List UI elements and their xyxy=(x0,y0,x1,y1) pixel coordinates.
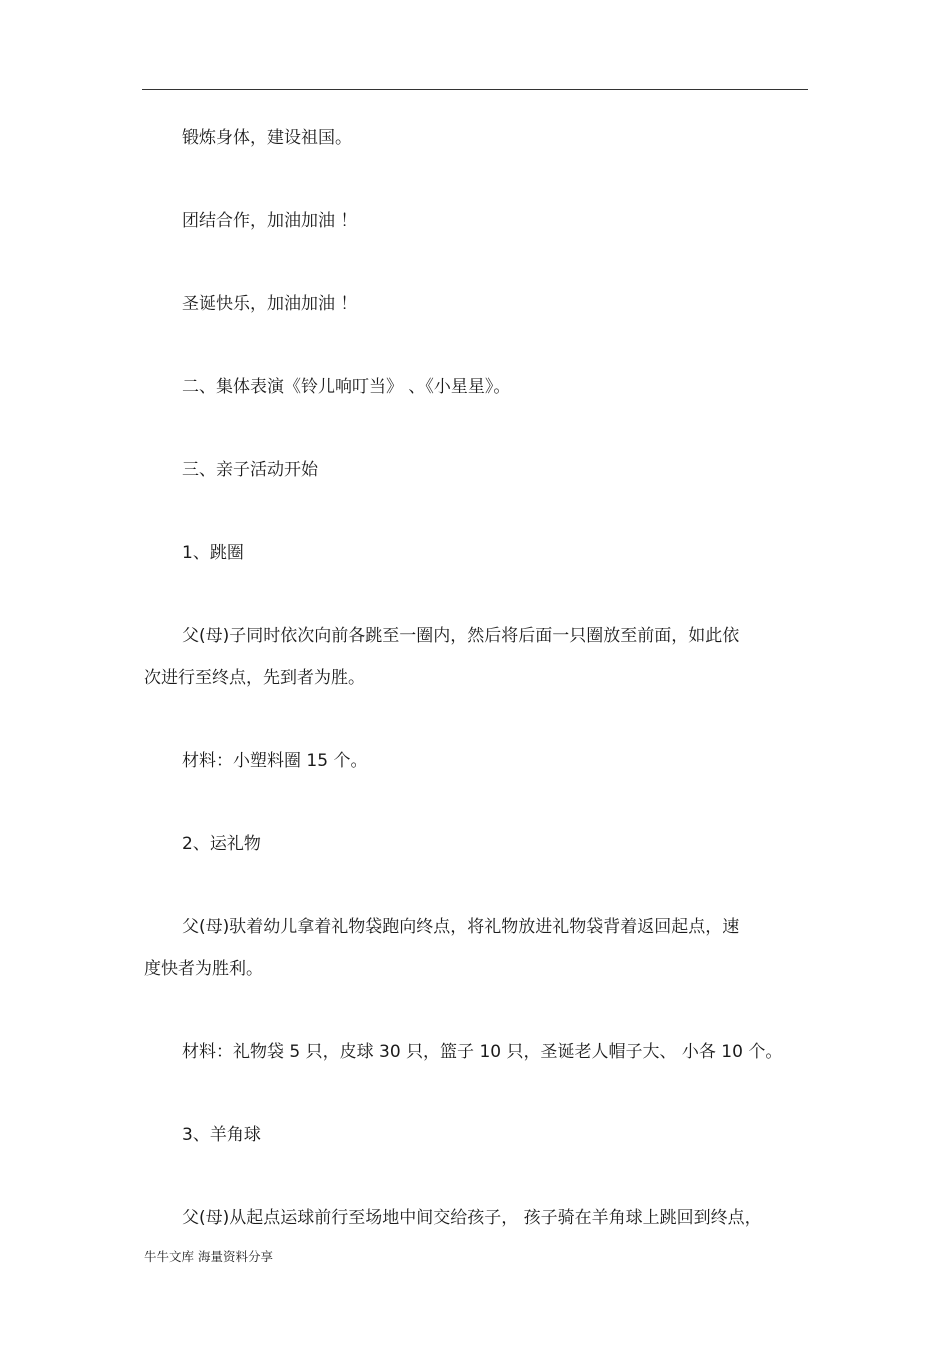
text-line-1: 锻炼身体，建设祖国。 xyxy=(182,128,352,148)
activity-1-desc-line-1: 父(母)子同时依次向前各跳至一圈内，然后将后面一只圈放至前面，如此依 xyxy=(182,626,740,646)
section-heading-3: 三、亲子活动开始 xyxy=(182,460,318,480)
section-heading-2: 二、集体表演《铃儿响叮当》 、《小星星》。 xyxy=(182,377,511,397)
activity-2-desc-line-1: 父(母)驮着幼儿拿着礼物袋跑向终点，将礼物放进礼物袋背着返回起点，速 xyxy=(182,917,740,937)
header-rule xyxy=(142,89,808,90)
text-line-2: 团结合作，加油加油 ！ xyxy=(182,211,358,231)
activity-1-desc-line-2: 次进行至终点，先到者为胜。 xyxy=(144,668,365,688)
activity-2-materials: 材料：礼物袋 5 只，皮球 30 只，篮子 10 只，圣诞老人帽子大、 小各 10 个。 xyxy=(182,1042,783,1062)
activity-title-3: 3、羊角球 xyxy=(182,1125,261,1145)
activity-2-desc-line-2: 度快者为胜利。 xyxy=(144,959,263,979)
activity-title-1: 1、跳圈 xyxy=(182,543,244,563)
activity-3-desc-line-1: 父(母)从起点运球前行至场地中间交给孩子， 孩子骑在羊角球上跳回到终点， xyxy=(182,1208,762,1228)
activity-title-2: 2、运礼物 xyxy=(182,834,261,854)
text-line-3: 圣诞快乐，加油加油 ！ xyxy=(182,294,358,314)
activity-1-materials: 材料：小塑料圈 15 个。 xyxy=(182,751,368,771)
footer-text: 牛牛文库 海量资料分享 xyxy=(144,1249,273,1264)
